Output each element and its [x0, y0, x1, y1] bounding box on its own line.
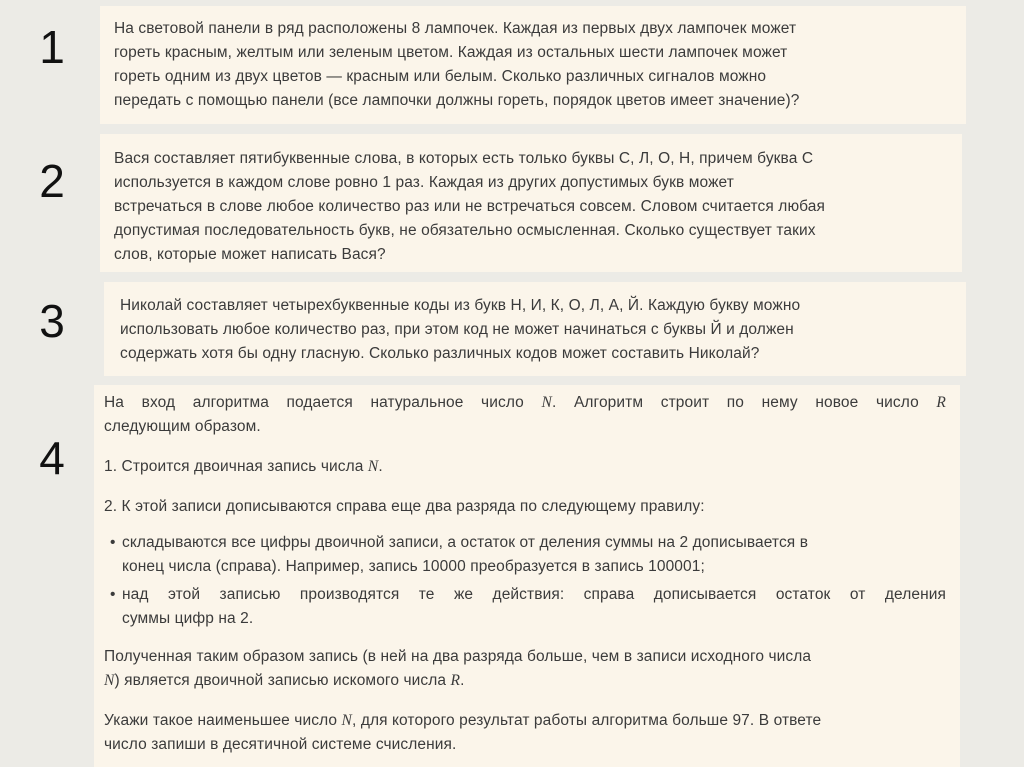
task-4-step-1: 1. Строится двоичная запись числа N. — [104, 458, 383, 475]
task-1-line: гореть одним из двух цветов — красным или белым. Сколько различных сигналов можно — [114, 68, 767, 85]
task-2-line: встречаться в слове любое количество раз или не встречаться совсем. Словом считается любая — [114, 198, 826, 215]
var-n: N — [541, 394, 552, 411]
task-2-line: Вася составляет пятибуквенные слова, в которых есть только буквы С, Л, О, Н, причем буква С — [114, 150, 814, 167]
task-number-2: 2 — [39, 155, 65, 207]
task-number-4: 4 — [39, 432, 65, 484]
task-2-line: слов, которые может написать Вася? — [114, 246, 386, 263]
list-item: • складываются все цифры двоичной записи, а остаток от деления суммы на 2 дописывается в конец числа (справа). Например, запись 10000 преобразуется в запись 100001; — [122, 531, 946, 579]
list-item: • над этой записью производятся те же действия: справа дописывается остаток от деления суммы цифр на 2. — [122, 583, 946, 631]
task-4-step-2: 2. К этой записи дописываются справа еще два разряда по следующему правилу: — [104, 498, 705, 515]
var-n: N — [367, 458, 379, 475]
var-n: N — [104, 672, 115, 689]
task-4-intro-cont: следующим образом. — [104, 418, 261, 435]
task-1-line: На световой панели в ряд расположены 8 лампочек. Каждая из первых двух лампочек может — [114, 20, 797, 37]
task-number-1: 1 — [39, 21, 65, 73]
task-4-result: Полученная таким образом запись (в ней на два разряда больше, чем в записи исходного числа N) является двоичной записью искомого числа R. — [104, 648, 812, 689]
var-n: N — [341, 712, 352, 729]
task-3-card — [104, 282, 966, 376]
task-1-line: гореть красным, желтым или зеленым цветом. Каждая из остальных шести лампочек может — [114, 44, 788, 61]
task-4-card — [94, 385, 960, 767]
task-4-intro: На вход алгоритма подается натуральное число N. Алгоритм строит по нему новое число R — [104, 394, 946, 411]
task-4-question: Укажи такое наименьшее число N, для которого результат работы алгоритма больше 97. В ответе число запиши в десятичной системе счисления. — [104, 712, 822, 753]
var-r: R — [936, 394, 946, 411]
task-4-rules-list — [104, 531, 946, 631]
task-3-line: использовать любое количество раз, при этом код не может начинаться с буквы Й и должен — [120, 321, 794, 338]
task-2-card — [100, 134, 962, 272]
task-1-card — [100, 6, 966, 124]
task-number-3: 3 — [39, 295, 65, 347]
task-3-line: содержать хотя бы одну гласную. Сколько различных кодов может составить Николай? — [120, 345, 760, 362]
task-1-line: передать с помощью панели (все лампочки должны гореть, порядок цветов имеет значение)? — [114, 92, 800, 109]
task-2-line: допустимая последовательность букв, не обязательно осмысленная. Сколько существует таких — [114, 222, 816, 239]
task-2-line: используется в каждом слове ровно 1 раз. Каждая из других допустимых букв может — [114, 174, 734, 191]
task-3-line: Николай составляет четырехбуквенные коды из букв Н, И, К, О, Л, А, Й. Каждую букву можно — [120, 297, 801, 314]
var-r: R — [450, 672, 461, 689]
